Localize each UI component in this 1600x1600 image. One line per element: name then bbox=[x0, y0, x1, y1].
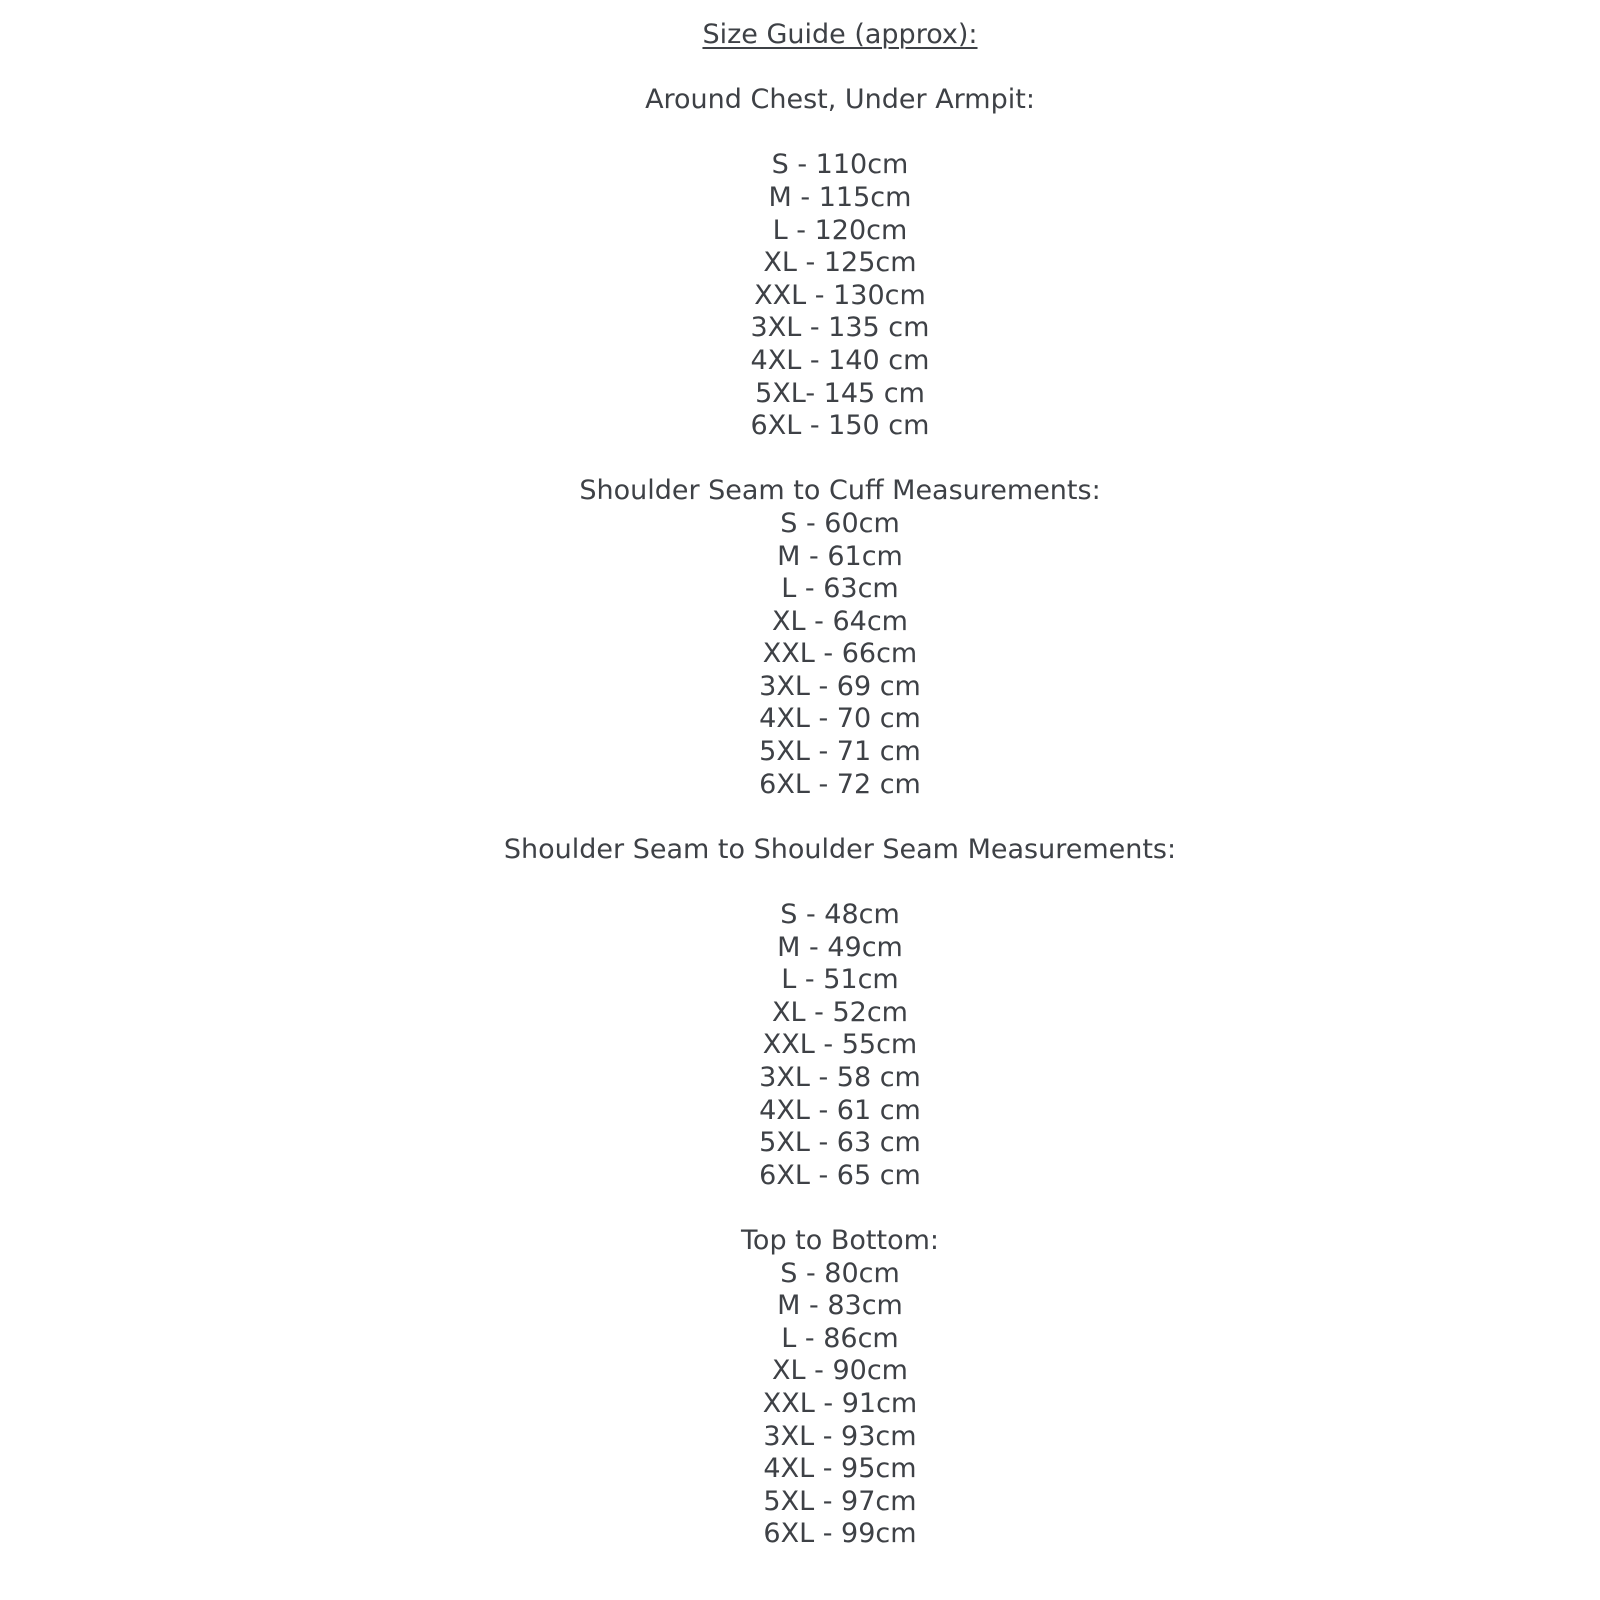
size-row: 4XL - 140 cm bbox=[750, 344, 930, 376]
size-row: 3XL - 69 cm bbox=[759, 670, 921, 702]
size-row: L - 51cm bbox=[781, 964, 899, 996]
size-row: L - 120cm bbox=[772, 214, 908, 246]
blank-line bbox=[80, 117, 1600, 150]
size-row: S - 48cm bbox=[780, 899, 900, 931]
size-row: XXL - 130cm bbox=[754, 279, 926, 311]
size-row: S - 60cm bbox=[780, 507, 900, 539]
section-heading-around-chest: Around Chest, Under Armpit: bbox=[645, 84, 1035, 116]
size-row: XXL - 66cm bbox=[762, 638, 918, 670]
size-row: 6XL - 150 cm bbox=[750, 410, 930, 442]
size-row: 4XL - 95cm bbox=[763, 1453, 917, 1485]
blank-line bbox=[80, 1192, 1600, 1225]
section-heading-shoulder-to-shoulder: Shoulder Seam to Shoulder Seam Measurements: bbox=[503, 833, 1177, 865]
size-row: 3XL - 93cm bbox=[763, 1420, 917, 1452]
size-row: XL - 125cm bbox=[763, 247, 917, 279]
size-row: XXL - 55cm bbox=[762, 1029, 918, 1061]
size-row: L - 86cm bbox=[781, 1322, 899, 1354]
size-row: 5XL - 63 cm bbox=[759, 1127, 921, 1159]
size-row: XL - 64cm bbox=[772, 605, 908, 637]
size-row: XL - 90cm bbox=[772, 1355, 908, 1387]
section-heading-top-to-bottom: Top to Bottom: bbox=[741, 1224, 939, 1256]
size-row: 4XL - 70 cm bbox=[759, 703, 921, 735]
section-heading-shoulder-to-cuff: Shoulder Seam to Cuff Measurements: bbox=[579, 475, 1101, 507]
size-row: 3XL - 58 cm bbox=[759, 1062, 921, 1093]
size-row: XL - 52cm bbox=[772, 996, 908, 1028]
size-row: M - 115cm bbox=[768, 181, 912, 213]
blank-line bbox=[80, 52, 1600, 85]
size-row: M - 61cm bbox=[777, 540, 903, 572]
size-row: 5XL - 71 cm bbox=[759, 736, 921, 768]
page-title: Size Guide (approx): bbox=[702, 19, 978, 50]
size-row: 3XL - 135 cm bbox=[750, 312, 930, 344]
size-row: L - 63cm bbox=[781, 573, 899, 605]
blank-line bbox=[80, 801, 1600, 834]
blank-line bbox=[80, 443, 1600, 476]
size-row: M - 49cm bbox=[777, 931, 903, 963]
size-row: 5XL- 145 cm bbox=[755, 377, 925, 409]
blank-line bbox=[80, 866, 1600, 899]
size-row: M - 83cm bbox=[777, 1290, 903, 1322]
size-row: 6XL - 65 cm bbox=[759, 1159, 921, 1191]
size-row: 5XL - 97cm bbox=[763, 1485, 917, 1517]
size-row: S - 80cm bbox=[780, 1257, 900, 1289]
size-row: S - 110cm bbox=[771, 149, 909, 181]
size-row: 6XL - 72 cm bbox=[759, 768, 921, 800]
size-row: 4XL - 61 cm bbox=[759, 1094, 921, 1126]
size-row: XXL - 91cm bbox=[762, 1387, 918, 1419]
size-row: 6XL - 99cm bbox=[763, 1518, 917, 1550]
